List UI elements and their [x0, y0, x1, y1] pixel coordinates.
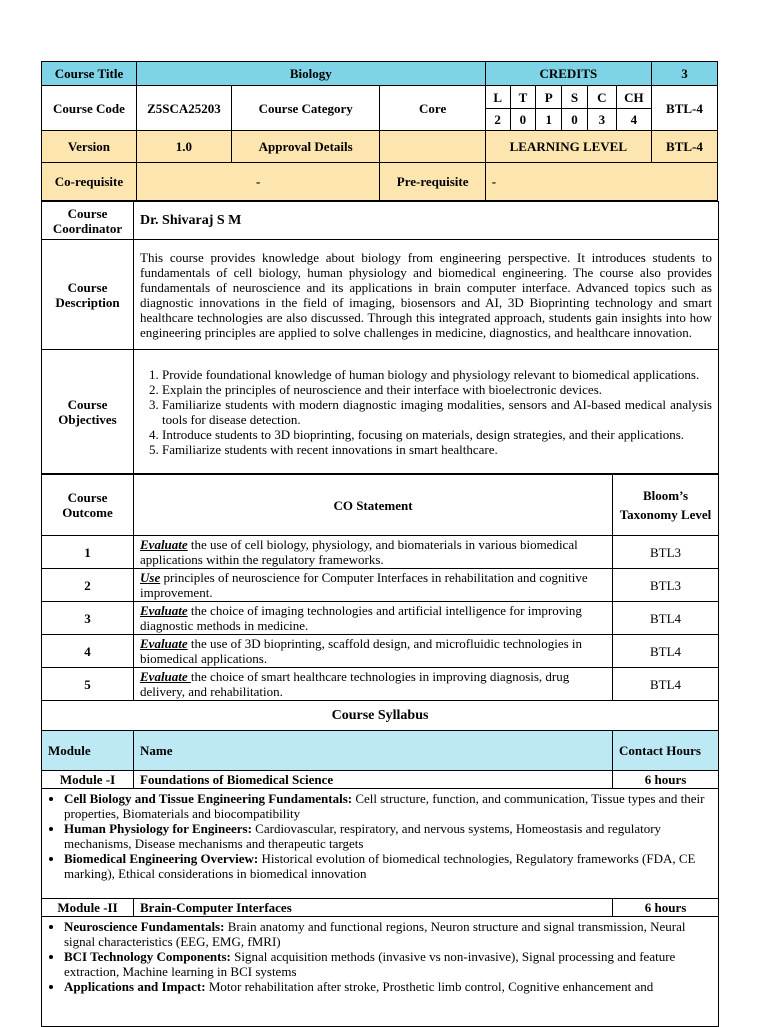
topic-head: Human Physiology for Engineers:	[64, 821, 252, 836]
course-category-label: Course Category	[231, 86, 380, 131]
outcome-btl: BTL4	[613, 635, 719, 668]
topic-head: BCI Technology Components:	[64, 949, 231, 964]
module-name: Foundations of Biomedical Science	[134, 771, 613, 789]
ltpsc-header-p: P	[536, 86, 562, 109]
co-statement-label: CO Statement	[134, 475, 613, 536]
topic-head: Cell Biology and Tissue Engineering Fundamentals:	[64, 791, 353, 806]
outcome-statement	[134, 569, 613, 602]
module-name: Brain-Computer Interfaces	[134, 899, 613, 917]
outcome-text: principles of neuroscience for Computer Interfaces in rehabilitation and cognitive improvement.	[140, 570, 588, 600]
version-label: Version	[42, 131, 137, 163]
course-title-label: Course Title	[42, 62, 137, 86]
learning-level: BTL-4	[651, 131, 717, 163]
objectives-label: Course Objectives	[42, 350, 134, 474]
outcome-statement	[134, 668, 613, 701]
topic-text: Historical evolution of biomedical technologies, Regulatory frameworks (FDA, CE marking), Ethical considerations in biomedical innovation	[64, 851, 696, 881]
ltpsc-value-c: 3	[587, 109, 616, 131]
ltpsc-value-s: 0	[562, 109, 588, 131]
objective-item: 1. Provide foundational knowledge of human biology and physiology relevant to biomedical applications.	[162, 367, 712, 382]
module-number: Module -I	[42, 771, 134, 789]
module-topics-cell	[42, 789, 719, 899]
topic-item	[64, 919, 712, 949]
outcome-btl: BTL4	[613, 602, 719, 635]
topic-item	[64, 821, 712, 851]
course-code: Z5SCA25203	[136, 86, 231, 131]
course-header-table	[41, 61, 718, 201]
outcome-btl: BTL4	[613, 668, 719, 701]
topic-text: Cell structure, function, and communication, Tissue types and their properties, Biomaterials and biocompatibility	[64, 791, 705, 821]
course-category: Core	[380, 86, 485, 131]
outcome-text: the use of 3D bioprinting, scaffold design, and microfluidic technologies in biomedical applications.	[140, 636, 583, 666]
outcome-text: the choice of imaging technologies and artificial intelligence for improving diagnostic methods in medicine.	[140, 603, 582, 633]
outcome-verb: Evaluate	[140, 669, 191, 684]
outcome-number: 2	[42, 569, 134, 602]
outcome-verb: Evaluate	[140, 537, 188, 552]
objective-item: 2. Explain the principles of neuroscience and their interface with bioelectronic devices.	[162, 382, 712, 397]
ltpsc-header-s: S	[562, 86, 588, 109]
course-outcome-table	[41, 474, 719, 701]
module-topics-cell	[42, 917, 719, 1027]
version-value: 1.0	[136, 131, 231, 163]
outcome-number: 5	[42, 668, 134, 701]
ltpsc-value-p: 1	[536, 109, 562, 131]
outcome-text: the use of cell biology, physiology, and biomaterials in various biomedical applications within the regulatory frameworks.	[140, 537, 578, 567]
description-text: This course provides knowledge about biology from engineering perspective. It introduces students to fundamentals of cell biology, human physiology and biomedical engineering. The course also provides fundamentals of neuroscience and its applications in brain computer interface. Advanced topics such as diagnostic innovations in the field of imaging, biosensors and AI, 3D Bioprinting technology and smart healthcare technologies are also discussed. Through this integrated approach, students gain insights into how engineering principles are applied to solve challenges in medicine, diagnostics, and healthcare innovation.	[134, 240, 719, 350]
coordinator-name: Dr. Shivaraj S M	[134, 202, 719, 240]
prerequisite-label: Pre-requisite	[380, 163, 485, 201]
btl-top: BTL-4	[651, 86, 717, 131]
credits-label: CREDITS	[485, 62, 651, 86]
outcome-number: 1	[42, 536, 134, 569]
course-details-table	[41, 201, 719, 474]
approval-value	[380, 131, 485, 163]
outcome-verb: Use	[140, 570, 161, 585]
objective-item: 3. Familiarize students with modern diagnostic imaging modalities, sensors and AI-based medical analysis tools for disease detection.	[162, 397, 712, 427]
syllabus-table	[41, 700, 719, 1027]
outcome-statement	[134, 536, 613, 569]
outcome-label: Course Outcome	[42, 475, 134, 536]
module-topics	[46, 919, 712, 994]
corequisite-label: Co-requisite	[42, 163, 137, 201]
objective-item: 5. Familiarize students with recent innovations in smart healthcare.	[162, 442, 712, 457]
topic-text: Cardiovascular, respiratory, and nervous systems, Homeostasis and regulatory mechanisms, Disease mechanisms and therapeutic targets	[64, 821, 662, 851]
topic-head: Biomedical Engineering Overview:	[64, 851, 259, 866]
objective-item: 4. Introduce students to 3D bioprinting, focusing on materials, design strategies, and their applications.	[162, 427, 712, 442]
hours-col-label: Contact Hours	[613, 731, 719, 771]
outcome-number: 4	[42, 635, 134, 668]
module-hours: 6 hours	[613, 899, 719, 917]
outcome-verb: Evaluate	[140, 636, 188, 651]
ltpsc-value-ch: 4	[616, 109, 651, 131]
module-col-label: Module	[42, 731, 134, 771]
topic-text: Motor rehabilitation after stroke, Prosthetic limb control, Cognitive enhancement and	[205, 979, 654, 994]
outcome-text: the choice of smart healthcare technologies in improving diagnosis, drug delivery, and rehabilitation.	[140, 669, 570, 699]
topic-item	[64, 791, 712, 821]
description-label: Course Description	[42, 240, 134, 350]
outcome-btl: BTL3	[613, 569, 719, 602]
coordinator-label: Course Coordinator	[42, 202, 134, 240]
topic-text: Brain anatomy and functional regions, Neuron structure and signal transmission, Neural signal characteristics (EEG, EMG, fMRI)	[64, 919, 686, 949]
topic-head: Neuroscience Fundamentals:	[64, 919, 225, 934]
topic-item	[64, 851, 712, 881]
topic-item	[64, 949, 712, 979]
topic-text: Signal acquisition methods (invasive vs non-invasive), Signal processing and feature extraction, Machine learning in BCI systems	[64, 949, 676, 979]
outcome-btl: BTL3	[613, 536, 719, 569]
blooms-label: Bloom’s Taxonomy Level	[613, 475, 719, 536]
ltpsc-header-c: C	[587, 86, 616, 109]
course-code-label: Course Code	[42, 86, 137, 131]
outcome-statement	[134, 635, 613, 668]
topic-item	[64, 979, 712, 994]
learning-level-label: LEARNING LEVEL	[485, 131, 651, 163]
ltpsc-value-l: 2	[485, 109, 510, 131]
ltpsc-header-t: T	[510, 86, 536, 109]
module-number: Module -II	[42, 899, 134, 917]
prerequisite-value: -	[485, 163, 717, 201]
course-title: Biology	[136, 62, 485, 86]
ltpsc-value-t: 0	[510, 109, 536, 131]
ltpsc-header-ch: CH	[616, 86, 651, 109]
objectives-list	[140, 367, 712, 457]
objectives-list-cell	[134, 350, 719, 474]
corequisite-value: -	[136, 163, 380, 201]
outcome-verb: Evaluate	[140, 603, 188, 618]
credits-value: 3	[651, 62, 717, 86]
module-topics	[46, 791, 712, 881]
module-hours: 6 hours	[613, 771, 719, 789]
approval-label: Approval Details	[231, 131, 380, 163]
outcome-statement	[134, 602, 613, 635]
outcome-number: 3	[42, 602, 134, 635]
topic-head: Applications and Impact:	[64, 979, 206, 994]
name-col-label: Name	[134, 731, 613, 771]
syllabus-title: Course Syllabus	[42, 701, 719, 731]
ltpsc-header-l: L	[485, 86, 510, 109]
